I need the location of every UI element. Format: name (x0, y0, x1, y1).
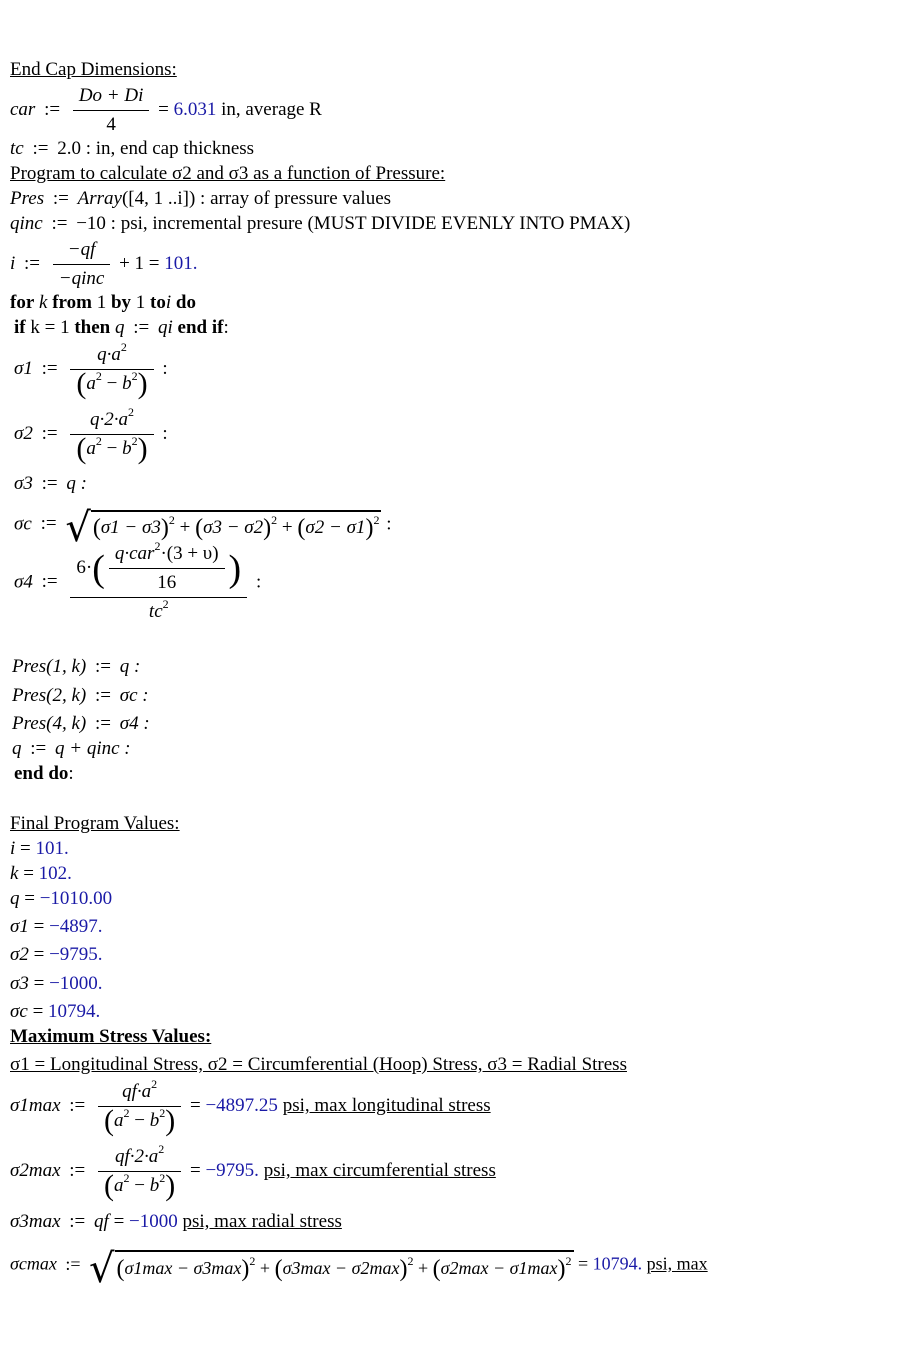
if-keyword: if (14, 317, 26, 338)
car-note: in, average R (221, 98, 322, 120)
exponent: 2 (249, 1254, 256, 1268)
scmax-term1: σ1max − σ3max (124, 1258, 242, 1278)
sigma4-inner-fraction (109, 539, 225, 595)
scmax-note: psi, max (646, 1253, 708, 1274)
assign-op: := (44, 98, 61, 120)
scmax-result: 10794. (592, 1253, 643, 1274)
by-keyword: by (110, 292, 132, 313)
final-value-number: 10794. (48, 1001, 101, 1022)
end-do[interactable] (14, 762, 74, 786)
exponent: 2 (271, 513, 278, 527)
scmax-equation[interactable]: σcmax := $√(\sigma 1\max - \sigma 3\max)^2 + (\sigma 3\max - \sigma 2\max)^2 + (\sigma 2\max - \sigma 1\max)^2 = 10794$. psi, max (10, 1246, 708, 1292)
s2max-numerator (98, 1142, 181, 1172)
sigma3-lhs: σ3 (14, 473, 33, 494)
sigma2-equation[interactable] (14, 405, 168, 465)
sigma4-equation[interactable] (14, 539, 262, 624)
pres2-lhs: Pres(2, k) (12, 685, 87, 706)
final-value-number: −4897. (49, 916, 103, 937)
s2max-equation[interactable]: σ2max := $\frac{qf\cdot 2\cdot a^2}{(a^2 - b^2)}$ = −9795. psi, max circumferential stress (10, 1142, 496, 1202)
colon: : (255, 571, 262, 593)
sigma4-numerator: 6·( $\frac{q\cdot car^2\cdot(3 + \upsilon)}{16}$ ) (70, 542, 247, 598)
sigma1-numerator (70, 340, 153, 370)
exponent: 2 (168, 513, 175, 527)
loop-var: k (39, 292, 48, 313)
s2max-num-text: qf·2·a (115, 1146, 159, 1167)
final-value-name: q (10, 888, 20, 909)
sigma2-fraction (70, 405, 153, 465)
exponent: 2 (127, 405, 134, 419)
exponent: 2 (131, 434, 138, 448)
then-lhs: q (114, 317, 125, 338)
sqrt-body: $(\sigma 1 - \sigma 3)^2 + (\sigma 3 - \sigma 2)^2 + (\sigma 2 - \sigma 1)^2$ (91, 510, 382, 540)
final-value-row[interactable] (10, 837, 69, 861)
qupd-lhs: q (12, 738, 22, 759)
assign-op: := (69, 1211, 86, 1232)
den-b: b (122, 373, 132, 394)
s1max-numerator (98, 1077, 181, 1107)
colon: : (162, 422, 168, 444)
exponent: 2 (123, 1106, 130, 1120)
car-lhs: car (10, 98, 36, 120)
equals-sign: = (15, 838, 36, 859)
assign-op: := (69, 1159, 86, 1181)
assign-op: := (94, 656, 111, 677)
qinc-note: psi, incremental presure (MUST DIVIDE EVENLY INTO PMAX) (120, 213, 631, 234)
pres1-lhs: Pres(1, k) (12, 656, 87, 677)
sigmac-term2: σ3 − σ2 (203, 517, 264, 538)
den-tc: tc (148, 601, 163, 622)
stress-legend: σ1 = Longitudinal Stress, σ2 = Circumferential (Hoop) Stress, σ3 = Radial Stress (10, 1054, 627, 1075)
pres-equation[interactable]: Pres := Array([4, 1 ..i]) : array of pressure values (10, 188, 392, 209)
s3max-rhs: qf (94, 1211, 109, 1232)
s2max-note: psi, max circumferential stress (263, 1159, 496, 1181)
assign-op: := (30, 738, 47, 759)
sigma1-lhs: σ1 (14, 357, 33, 379)
assign-op: := (65, 1253, 81, 1274)
assign-op: := (41, 357, 58, 379)
i-plus: + 1 (119, 252, 145, 274)
pres-lhs: Pres (10, 188, 45, 209)
i-lhs: i (10, 252, 16, 274)
den-b: b (149, 1110, 160, 1131)
if-condition: k = 1 (30, 317, 70, 338)
sigma4-inner-num (109, 539, 225, 569)
assign-op: := (94, 685, 111, 706)
exponent: 2 (120, 340, 127, 354)
sigma4-lhs: σ4 (14, 571, 33, 593)
qinc-value: −10 : (76, 213, 116, 234)
pres4-assignment[interactable] (12, 712, 150, 736)
exponent: 2 (123, 1171, 130, 1185)
final-value-name: σ3 (10, 973, 29, 994)
final-value-name: σc (10, 1001, 28, 1022)
colon: : (68, 763, 74, 784)
sigmac-term1: σ1 − σ3 (100, 517, 161, 538)
s1max-fraction (98, 1077, 181, 1137)
assign-op: := (41, 571, 58, 593)
exponent: 2 (565, 1254, 572, 1268)
inner-num-text2: ·(3 + υ) (160, 543, 219, 564)
tc-note: in, end cap thickness (95, 138, 255, 159)
exponent: 2 (151, 1077, 158, 1091)
exponent: 2 (159, 1171, 166, 1185)
final-value-number: 102. (38, 863, 72, 884)
final-value-number: −1010.00 (39, 888, 113, 909)
inner-num-text: q·car (114, 543, 155, 564)
for-keyword: for (10, 292, 35, 313)
sigma1-fraction (70, 340, 153, 400)
sqrt-icon: √ (89, 1246, 115, 1292)
equals-sign: = (19, 888, 40, 909)
qupd-rhs: q + qinc : (55, 738, 131, 759)
to-var: i (165, 292, 172, 313)
den-a: a (86, 373, 96, 394)
assign-op: := (40, 513, 57, 535)
assign-op: := (24, 252, 41, 274)
i-fraction (53, 238, 111, 291)
pres4-lhs: Pres(4, k) (12, 713, 87, 734)
final-value-row[interactable] (10, 1000, 100, 1024)
sigmac-term3: σ2 − σ1 (305, 517, 366, 538)
scmax-term2: σ3max − σ2max (282, 1258, 400, 1278)
assign-op: := (32, 138, 49, 159)
sqrt-icon: √ (65, 505, 91, 551)
sigma2-numerator (70, 405, 153, 435)
sigma4-denominator (70, 598, 247, 624)
assign-op: := (133, 317, 150, 338)
pres2-assignment[interactable] (12, 684, 149, 708)
i-numerator: −qf (53, 238, 111, 265)
final-value-name: k (10, 863, 19, 884)
final-value-name: i (10, 838, 16, 859)
car-result: 6.031 (173, 98, 217, 120)
equals-sign: = (27, 1001, 49, 1022)
final-value-name: σ1 (10, 916, 29, 937)
s1max-lhs: σ1max (10, 1094, 61, 1116)
s2max-fraction (98, 1142, 181, 1202)
assign-op: := (94, 713, 111, 734)
colon: : (162, 357, 168, 379)
to-keyword: to (150, 292, 166, 313)
exponent: 2 (373, 513, 380, 527)
exponent: 2 (95, 369, 102, 383)
final-value-number: −9795. (49, 944, 103, 965)
s2max-lhs: σ2max (10, 1159, 61, 1181)
den-a: a (114, 1175, 124, 1196)
sqrt-body: $(\sigma 1\max - \sigma 3\max)^2 + (\sigma 3\max - \sigma 2\max)^2 + (\sigma 2\max - \sigma 1\max)^2$ (115, 1250, 574, 1281)
sigma1-equation[interactable] (14, 340, 168, 400)
s1max-num-text: qf·a (122, 1081, 152, 1102)
den-a: a (86, 438, 96, 459)
sigma4-coef: 6· (76, 556, 93, 578)
pres-note: array of pressure values (210, 188, 392, 209)
scmax-lhs: σcmax (10, 1253, 57, 1274)
exponent: 2 (154, 539, 161, 553)
sigma3-equation[interactable] (14, 472, 87, 496)
den-b: b (122, 438, 132, 459)
s3max-result: −1000 (129, 1211, 178, 1232)
pres2-rhs: σc : (119, 685, 149, 706)
then-keyword: then (74, 317, 111, 338)
s2max-result: −9795. (205, 1159, 259, 1181)
pres4-rhs: σ4 : (119, 713, 150, 734)
colon: : (200, 188, 206, 209)
sigma3-rhs: q : (66, 473, 87, 494)
assign-op: := (51, 213, 68, 234)
i-denominator: −qinc (58, 268, 105, 289)
sigma2-lhs: σ2 (14, 422, 33, 444)
tc-lhs: tc (10, 138, 24, 159)
if-statement[interactable] (14, 316, 229, 340)
exponent: 2 (158, 1142, 165, 1156)
tc-value: 2.0 : (57, 138, 91, 159)
pres1-assignment[interactable] (12, 655, 140, 679)
do-keyword: do (175, 292, 196, 313)
sigma1-denominator: $(a^2 - b^2)$ (76, 367, 148, 400)
s3max-equation[interactable]: σ3max := qf = −1000 psi, max radial stress (10, 1211, 342, 1232)
pres1-rhs: q : (119, 656, 141, 677)
end-cap-heading: End Cap Dimensions: (10, 59, 177, 80)
den-b: b (149, 1175, 160, 1196)
from-value: 1 (96, 292, 107, 313)
assign-op: := (41, 422, 58, 444)
sigma1-num-text: q·a (97, 344, 121, 365)
endif-keyword: end if (177, 317, 224, 338)
qinc-lhs: qinc (10, 213, 43, 234)
i-equation[interactable]: i := $\frac{-qf}{\text{−qinc}}$ + 1 = 101. (10, 239, 198, 289)
qinc-equation[interactable] (10, 212, 630, 236)
max-stress-heading: Maximum Stress Values: (10, 1026, 212, 1047)
s1max-denominator: $(a^2 - b^2)$ (104, 1104, 176, 1137)
enddo-keyword: end do (14, 763, 69, 784)
exponent: 2 (407, 1254, 414, 1268)
s1max-equation[interactable]: σ1max := $\frac{qf\cdot a^2}{(a^2 - b^2)}$ = −4897.25 psi, max longitudinal stress (10, 1077, 491, 1137)
car-fraction (73, 84, 150, 137)
s3max-lhs: σ3max (10, 1211, 61, 1232)
car-denominator: 4 (106, 114, 116, 135)
for-loop-header[interactable] (10, 291, 196, 315)
s3max-note: psi, max radial stress (182, 1211, 342, 1232)
sigmac-lhs: σc (14, 513, 32, 535)
sigma4-inner-den: 16 (157, 572, 177, 593)
final-value-number: −1000. (49, 973, 103, 994)
program-heading: Program to calculate σ2 and σ3 as a function of Pressure: (10, 163, 446, 184)
equals-sign: = (28, 973, 50, 994)
tc-equation[interactable] (10, 137, 254, 161)
final-value-row[interactable] (10, 972, 103, 996)
final-values-heading: Final Program Values: (10, 813, 180, 834)
final-value-row[interactable] (10, 915, 103, 939)
s2max-denominator: $(a^2 - b^2)$ (104, 1169, 176, 1202)
array-args: [4, 1 ..i] (128, 188, 189, 209)
final-value-row[interactable] (10, 862, 72, 886)
car-numerator: Do + Di (73, 84, 150, 111)
car-equation[interactable]: car := $\frac{Do + Di}{4}$ = 6.031 in, average R (10, 85, 322, 135)
exponent: 2 (162, 597, 169, 611)
colon: : (223, 317, 229, 338)
final-value-number: 101. (35, 838, 69, 859)
colon: : (386, 513, 392, 535)
sigma2-denominator: $(a^2 - b^2)$ (76, 432, 148, 465)
exponent: 2 (159, 1106, 166, 1120)
s1max-note: psi, max longitudinal stress (282, 1094, 491, 1116)
den-a: a (114, 1110, 124, 1131)
array-fn: Array (77, 188, 122, 209)
assign-op: := (41, 473, 58, 494)
q-update[interactable] (12, 737, 131, 761)
sigma4-fraction (70, 539, 247, 624)
sigmac-sqrt (65, 505, 381, 551)
final-value-row[interactable] (10, 887, 112, 911)
final-value-row[interactable] (10, 943, 103, 967)
exponent: 2 (95, 434, 102, 448)
s1max-result: −4897.25 (205, 1094, 278, 1116)
assign-op: := (69, 1094, 86, 1116)
assign-op: := (52, 188, 69, 209)
sigma2-num-text: q·2·a (89, 409, 128, 430)
i-result: 101. (164, 252, 198, 274)
equals-sign: = (28, 916, 50, 937)
then-rhs: qi (157, 317, 173, 338)
from-keyword: from (52, 292, 92, 313)
sigmac-equation[interactable] (14, 505, 392, 551)
scmax-term3: σ2max − σ1max (440, 1258, 558, 1278)
final-value-name: σ2 (10, 944, 29, 965)
equals-sign: = (18, 863, 39, 884)
by-value: 1 (135, 292, 146, 313)
exponent: 2 (131, 369, 138, 383)
equals-sign: = (28, 944, 50, 965)
